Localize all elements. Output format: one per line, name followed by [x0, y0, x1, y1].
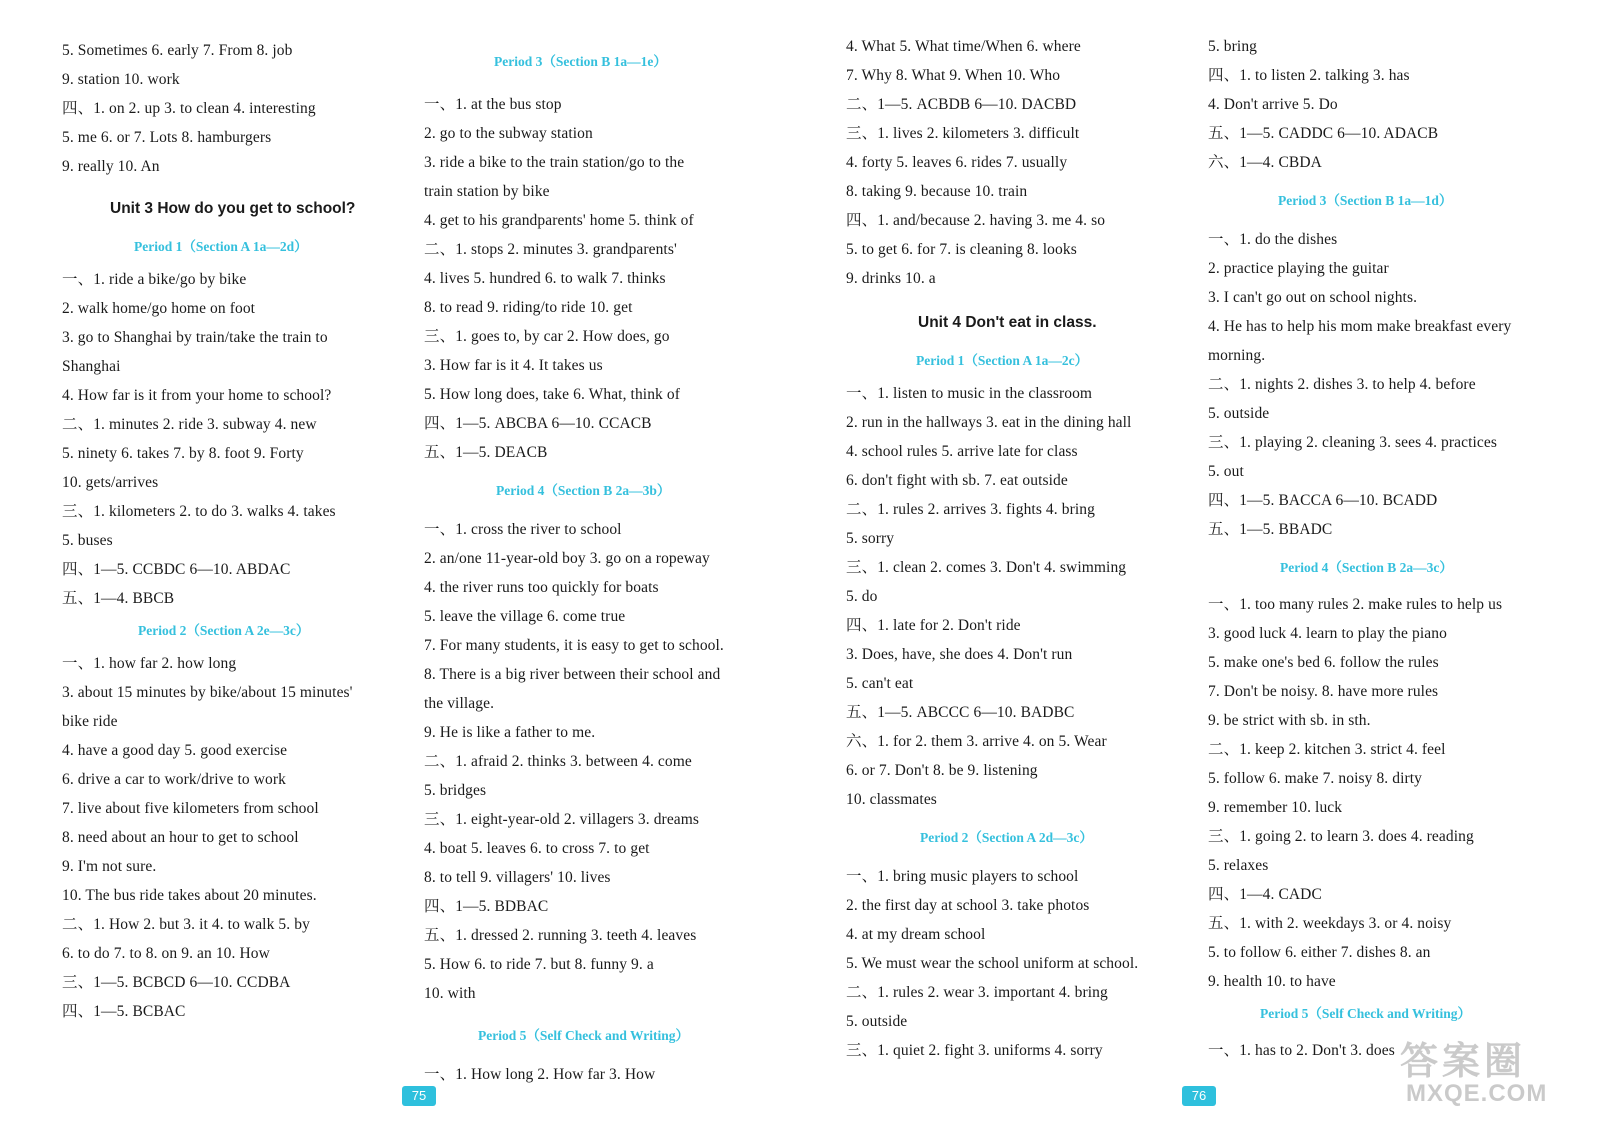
answer-line: 10. gets/arrives: [62, 474, 159, 491]
answer-line: 四、1—5. BACCA 6—10. BCADD: [1208, 492, 1438, 509]
answer-line: 5. buses: [62, 532, 113, 549]
answer-line: 4. Don't arrive 5. Do: [1208, 96, 1338, 113]
answer-line: 8. need about an hour to get to school: [62, 829, 299, 846]
answer-line: 5. outside: [846, 1013, 908, 1030]
answer-line: 四、1—5. ABCBA 6—10. CCACB: [424, 415, 652, 432]
answer-line: 3. I can't go out on school nights.: [1208, 289, 1418, 306]
answer-line: 五、1—5. BBADC: [1208, 521, 1333, 538]
answer-line: 一、1. has to 2. Don't 3. does: [1208, 1042, 1395, 1059]
answer-line: 5. can't eat: [846, 675, 914, 692]
answer-line: 二、1. minutes 2. ride 3. subway 4. new: [62, 416, 317, 433]
answer-line: 五、1—5. CADDC 6—10. ADACB: [1208, 125, 1439, 142]
column-1: [62, 36, 412, 1026]
answer-line: 四、1. late for 2. Don't ride: [846, 617, 1021, 634]
answer-line: 5. to follow 6. either 7. dishes 8. an: [1208, 944, 1431, 961]
answer-line: 3. Does, have, she does 4. Don't run: [846, 646, 1073, 663]
answer-line: 三、1. clean 2. comes 3. Don't 4. swimming: [846, 559, 1127, 576]
answer-line: 四、1—5. BCBAC: [62, 1003, 186, 1020]
answer-line: the village.: [424, 695, 495, 712]
page-number-left: 75: [402, 1086, 436, 1106]
answer-line: 二、1—5. ACBDB 6—10. DACBD: [846, 96, 1077, 113]
answer-line: 4. get to his grandparents' home 5. think of: [424, 212, 694, 229]
answer-line: 5. sorry: [846, 530, 895, 547]
answer-line: 四、1. on 2. up 3. to clean 4. interesting: [62, 100, 316, 117]
answer-line: 5. Sometimes 6. early 7. From 8. job: [62, 42, 293, 59]
answer-line: 9. He is like a father to me.: [424, 724, 596, 741]
answer-line: 5. make one's bed 6. follow the rules: [1208, 654, 1439, 671]
answer-line: 8. There is a big river between their school and: [424, 666, 721, 683]
answer-line: Shanghai: [62, 358, 121, 375]
answer-line: 3. go to Shanghai by train/take the train to: [62, 329, 328, 346]
answer-line: 五、1. dressed 2. running 3. teeth 4. leaves: [424, 927, 697, 944]
column-3: [846, 32, 1196, 1065]
answer-line: 二、1. rules 2. arrives 3. fights 4. bring: [846, 501, 1095, 518]
answer-line: 9. be strict with sb. in sth.: [1208, 712, 1371, 729]
answer-line: 六、1. for 2. them 3. arrive 4. on 5. Wear: [846, 733, 1107, 750]
answer-line: 7. For many students, it is easy to get to school.: [424, 637, 724, 654]
answer-line: 4. at my dream school: [846, 926, 986, 943]
answer-line: 3. ride a bike to the train station/go to the: [424, 154, 685, 171]
answer-line: 9. really 10. An: [62, 158, 160, 175]
unit-title: Unit 3 How do you get to school?: [110, 200, 356, 217]
answer-line: morning.: [1208, 347, 1266, 364]
answer-line: 一、1. how far 2. how long: [62, 655, 237, 672]
answer-line: 五、1—5. DEACB: [424, 444, 548, 461]
watermark-url: MXQE.COM: [1406, 1080, 1548, 1107]
answer-line: 二、1. keep 2. kitchen 3. strict 4. feel: [1208, 741, 1446, 758]
answer-line: 3. How far is it 4. It takes us: [424, 357, 603, 374]
answer-line: 8. taking 9. because 10. train: [846, 183, 1028, 200]
answer-line: 10. classmates: [846, 791, 937, 808]
answer-line: 四、1. to listen 2. talking 3. has: [1208, 67, 1410, 84]
answer-line: train station by bike: [424, 183, 550, 200]
answer-line: 2. go to the subway station: [424, 125, 593, 142]
answer-line: 三、1. kilometers 2. to do 3. walks 4. takes: [62, 503, 336, 520]
answer-line: 二、1. How 2. but 3. it 4. to walk 5. by: [62, 916, 310, 933]
answer-line: 2. walk home/go home on foot: [62, 300, 256, 317]
answer-line: 六、1—4. CBDA: [1208, 154, 1322, 171]
answer-line: 2. practice playing the guitar: [1208, 260, 1389, 277]
period-heading: Period 2（Section A 2d—3c）: [920, 830, 1093, 845]
answer-line: 四、1. and/because 2. having 3. me 4. so: [846, 212, 1106, 229]
period-heading: Period 1（Section A 1a—2d）: [134, 239, 308, 254]
answer-line: 一、1. cross the river to school: [424, 521, 622, 538]
answer-line: 7. Why 8. What 9. When 10. Who: [846, 67, 1061, 84]
answer-line: 2. run in the hallways 3. eat in the dining hall: [846, 414, 1132, 431]
answer-line: 4. have a good day 5. good exercise: [62, 742, 288, 759]
column-4: [1208, 32, 1558, 1065]
answer-line: 9. station 10. work: [62, 71, 180, 88]
answer-line: 8. to read 9. riding/to ride 10. get: [424, 299, 633, 316]
answer-line: 7. Don't be noisy. 8. have more rules: [1208, 683, 1439, 700]
answer-line: 2. an/one 11-year-old boy 3. go on a ropeway: [424, 550, 710, 567]
answer-line: 三、1. quiet 2. fight 3. uniforms 4. sorry: [846, 1042, 1103, 1059]
answer-line: 5. How long does, take 6. What, think of: [424, 386, 680, 403]
answer-line: 三、1. goes to, by car 2. How does, go: [424, 328, 670, 345]
answer-line: 9. health 10. to have: [1208, 973, 1336, 990]
answer-line: 一、1. at the bus stop: [424, 96, 562, 113]
answer-line: 5. relaxes: [1208, 857, 1269, 874]
answer-line: 4. What 5. What time/When 6. where: [846, 38, 1081, 55]
answer-line: 五、1—5. ABCCC 6—10. BADBC: [846, 704, 1075, 721]
period-heading: Period 4（Section B 2a—3b）: [496, 483, 671, 498]
answer-line: 二、1. nights 2. dishes 3. to help 4. before: [1208, 376, 1476, 393]
answer-line: 9. remember 10. luck: [1208, 799, 1343, 816]
answer-line: 三、1. going 2. to learn 3. does 4. reading: [1208, 828, 1474, 845]
answer-line: 五、1. with 2. weekdays 3. or 4. noisy: [1208, 915, 1452, 932]
answer-line: 5. We must wear the school uniform at school.: [846, 955, 1139, 972]
answer-line: 三、1. eight-year-old 2. villagers 3. dreams: [424, 811, 700, 828]
answer-line: 7. live about five kilometers from school: [62, 800, 319, 817]
answer-line: 4. How far is it from your home to school?: [62, 387, 332, 404]
answer-line: 四、1—4. CADC: [1208, 886, 1322, 903]
answer-line: 5. ninety 6. takes 7. by 8. foot 9. Forty: [62, 445, 304, 462]
watermark-text: 答案圈: [1400, 1039, 1527, 1083]
answer-line: 4. lives 5. hundred 6. to walk 7. thinks: [424, 270, 666, 287]
answer-line: 二、1. stops 2. minutes 3. grandparents': [424, 241, 677, 258]
answer-line: 三、1. lives 2. kilometers 3. difficult: [846, 125, 1080, 142]
answer-line: 5. leave the village 6. come true: [424, 608, 626, 625]
answer-line: 4. He has to help his mom make breakfast every: [1208, 318, 1512, 335]
answer-line: 二、1. afraid 2. thinks 3. between 4. come: [424, 753, 692, 770]
watermark-logo: [1392, 1030, 1570, 1114]
answer-line: 4. the river runs too quickly for boats: [424, 579, 659, 596]
answer-line: 10. with: [424, 985, 476, 1002]
answer-line: 一、1. listen to music in the classroom: [846, 385, 1093, 402]
period-heading: Period 3（Section B 1a—1d）: [1278, 193, 1453, 208]
answer-line: 4. forty 5. leaves 6. rides 7. usually: [846, 154, 1068, 171]
answer-line: 4. boat 5. leaves 6. to cross 7. to get: [424, 840, 650, 857]
answer-line: 一、1. do the dishes: [1208, 231, 1338, 248]
answer-line: 一、1. bring music players to school: [846, 868, 1079, 885]
answer-line: 3. about 15 minutes by bike/about 15 minutes': [62, 684, 353, 701]
answer-line: 5. outside: [1208, 405, 1270, 422]
column-2: [424, 44, 774, 1089]
answer-line: 10. The bus ride takes about 20 minutes.: [62, 887, 317, 904]
answer-line: 一、1. ride a bike/go by bike: [62, 271, 247, 288]
answer-line: 5. follow 6. make 7. noisy 8. dirty: [1208, 770, 1423, 787]
period-heading: Period 3（Section B 1a—1e）: [494, 54, 667, 69]
period-heading: Period 5（Self Check and Writing）: [478, 1028, 690, 1043]
answer-line: 3. good luck 4. learn to play the piano: [1208, 625, 1447, 642]
answer-line: 二、1. rules 2. wear 3. important 4. bring: [846, 984, 1108, 1001]
answer-line: 9. I'm not sure.: [62, 858, 157, 875]
period-heading: Period 2（Section A 2e—3c）: [138, 623, 310, 638]
answer-line: 2. the first day at school 3. take photos: [846, 897, 1090, 914]
period-heading: Period 1（Section A 1a—2c）: [916, 353, 1089, 368]
answer-line: bike ride: [62, 713, 118, 730]
answer-line: 6. or 7. Don't 8. be 9. listening: [846, 762, 1038, 779]
answer-line: 5. bring: [1208, 38, 1258, 55]
answer-line: 5. me 6. or 7. Lots 8. hamburgers: [62, 129, 272, 146]
period-heading: Period 5（Self Check and Writing）: [1260, 1006, 1472, 1021]
answer-line: 一、1. too many rules 2. make rules to help us: [1208, 596, 1503, 613]
answer-line: 9. drinks 10. a: [846, 270, 936, 287]
answer-line: 5. out: [1208, 463, 1244, 480]
unit-title: Unit 4 Don't eat in class.: [918, 314, 1097, 331]
answer-line: 8. to tell 9. villagers' 10. lives: [424, 869, 611, 886]
answer-line: 三、1—5. BCBCD 6—10. CCDBA: [62, 974, 291, 991]
answer-line: 四、1—5. CCBDC 6—10. ABDAC: [62, 561, 291, 578]
page-number-right: 76: [1182, 1086, 1216, 1106]
answer-line: 6. drive a car to work/drive to work: [62, 771, 286, 788]
answer-line: 6. don't fight with sb. 7. eat outside: [846, 472, 1068, 489]
answer-line: 5. How 6. to ride 7. but 8. funny 9. a: [424, 956, 654, 973]
answer-line: 三、1. playing 2. cleaning 3. sees 4. practices: [1208, 434, 1498, 451]
answer-line: 五、1—4. BBCB: [62, 590, 175, 607]
answer-line: 4. school rules 5. arrive late for class: [846, 443, 1078, 460]
period-heading: Period 4（Section B 2a—3c）: [1280, 560, 1453, 575]
answer-line: 6. to do 7. to 8. on 9. an 10. How: [62, 945, 270, 962]
answer-line: 5. to get 6. for 7. is cleaning 8. looks: [846, 241, 1077, 258]
answer-line: 5. do: [846, 588, 878, 605]
answer-line: 四、1—5. BDBAC: [424, 898, 549, 915]
answer-line: 5. bridges: [424, 782, 487, 799]
answer-line: 一、1. How long 2. How far 3. How: [424, 1066, 656, 1083]
